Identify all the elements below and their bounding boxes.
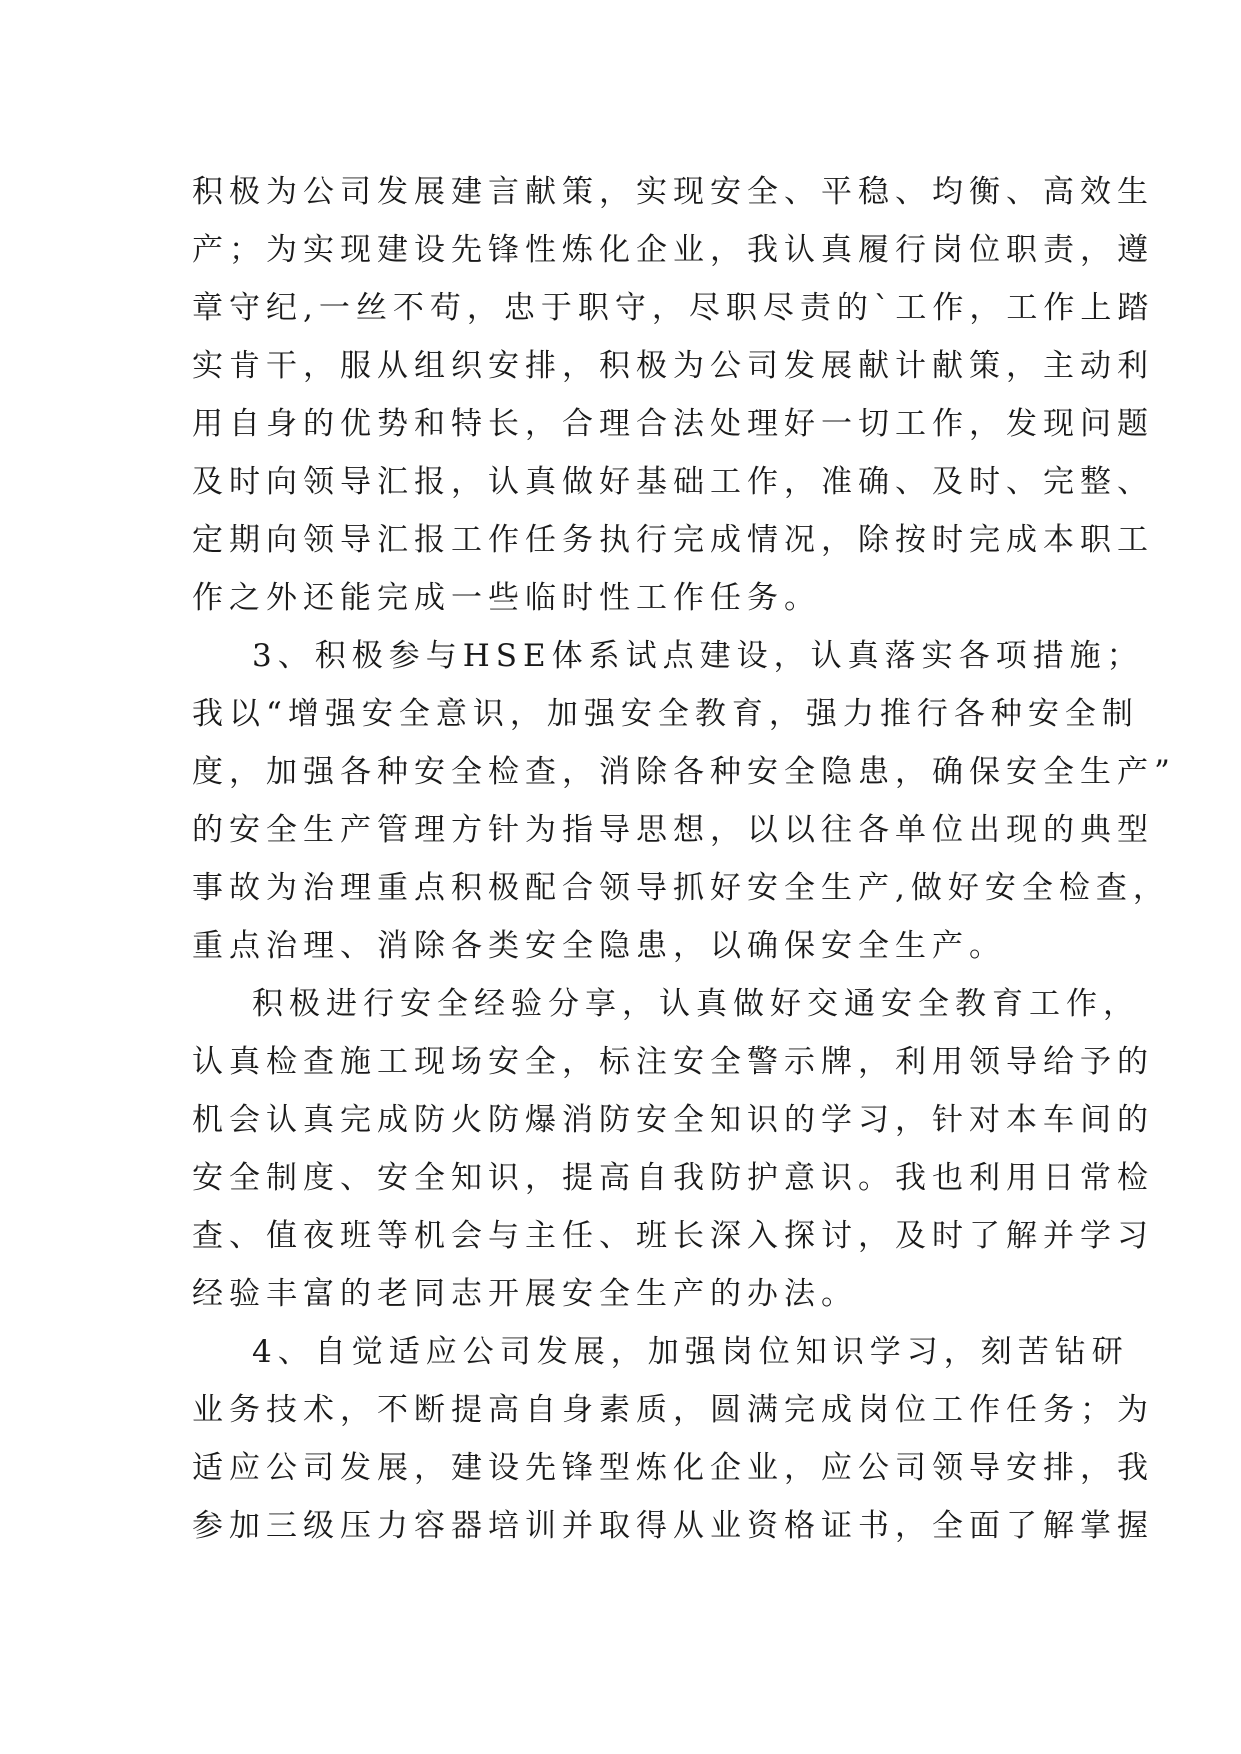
text-line: 实肯干，服从组织安排，积极为公司发展献计献策，主动利 [192,348,1154,384]
text-line: 参加三级压力容器培训并取得从业资格证书，全面了解掌握 [192,1508,1154,1544]
text-line: 安全制度、安全知识，提高自我防护意识。我也利用日常检 [192,1160,1154,1196]
body-text [192,163,1176,1555]
text-line: 定期向领导汇报工作任务执行完成情况，除按时完成本职工 [192,522,1154,558]
text-line: 适应公司发展，建设先锋型炼化企业，应公司领导安排，我 [192,1450,1154,1486]
text-line: 我以“增强安全意识，加强安全教育，强力推行各种安全制 [192,696,1139,732]
text-line: 经验丰富的老同志开展安全生产的办法。 [192,1276,858,1312]
text-line: 事故为治理重点积极配合领导抓好安全生产,做好安全检查， [192,870,1170,906]
text-line: 度，加强各种安全检查，消除各种安全隐患，确保安全生产” [192,754,1176,790]
text-line: 用自身的优势和特长，合理合法处理好一切工作，发现问题 [192,406,1154,442]
text-line: 重点治理、消除各类安全隐患，以确保安全生产。 [192,928,1006,964]
text-line: 作之外还能完成一些临时性工作任务。 [192,580,821,616]
text-line: 章守纪,一丝不苟，忠于职守，尽职尽责的`工作，工作上踏 [192,290,1155,326]
text-line: 业务技术，不断提高自身素质，圆满完成岗位工作任务；为 [192,1392,1154,1428]
paragraph-start-line: 积极进行安全经验分享，认真做好交通安全教育工作， [252,986,1140,1022]
text-line: 的安全生产管理方针为指导思想，以以往各单位出现的典型 [192,812,1154,848]
text-line: 积极为公司发展建言献策，实现安全、平稳、均衡、高效生 [192,174,1154,210]
text-line: 查、值夜班等机会与主任、班长深入探讨，及时了解并学习 [192,1218,1154,1254]
text-line: 机会认真完成防火防爆消防安全知识的学习，针对本车间的 [192,1102,1154,1138]
text-line: 认真检查施工现场安全，标注安全警示牌，利用领导给予的 [192,1044,1154,1080]
paragraph-start-line: 3、积极参与HSE体系试点建设，认真落实各项措施； [252,638,1144,674]
text-line: 及时向领导汇报，认真做好基础工作，准确、及时、完整、 [192,464,1154,500]
paragraph-start-line: 4、自觉适应公司发展，加强岗位知识学习，刻苦钻研 [252,1334,1129,1370]
text-line: 产；为实现建设先锋性炼化企业，我认真履行岗位职责，遵 [192,232,1154,268]
